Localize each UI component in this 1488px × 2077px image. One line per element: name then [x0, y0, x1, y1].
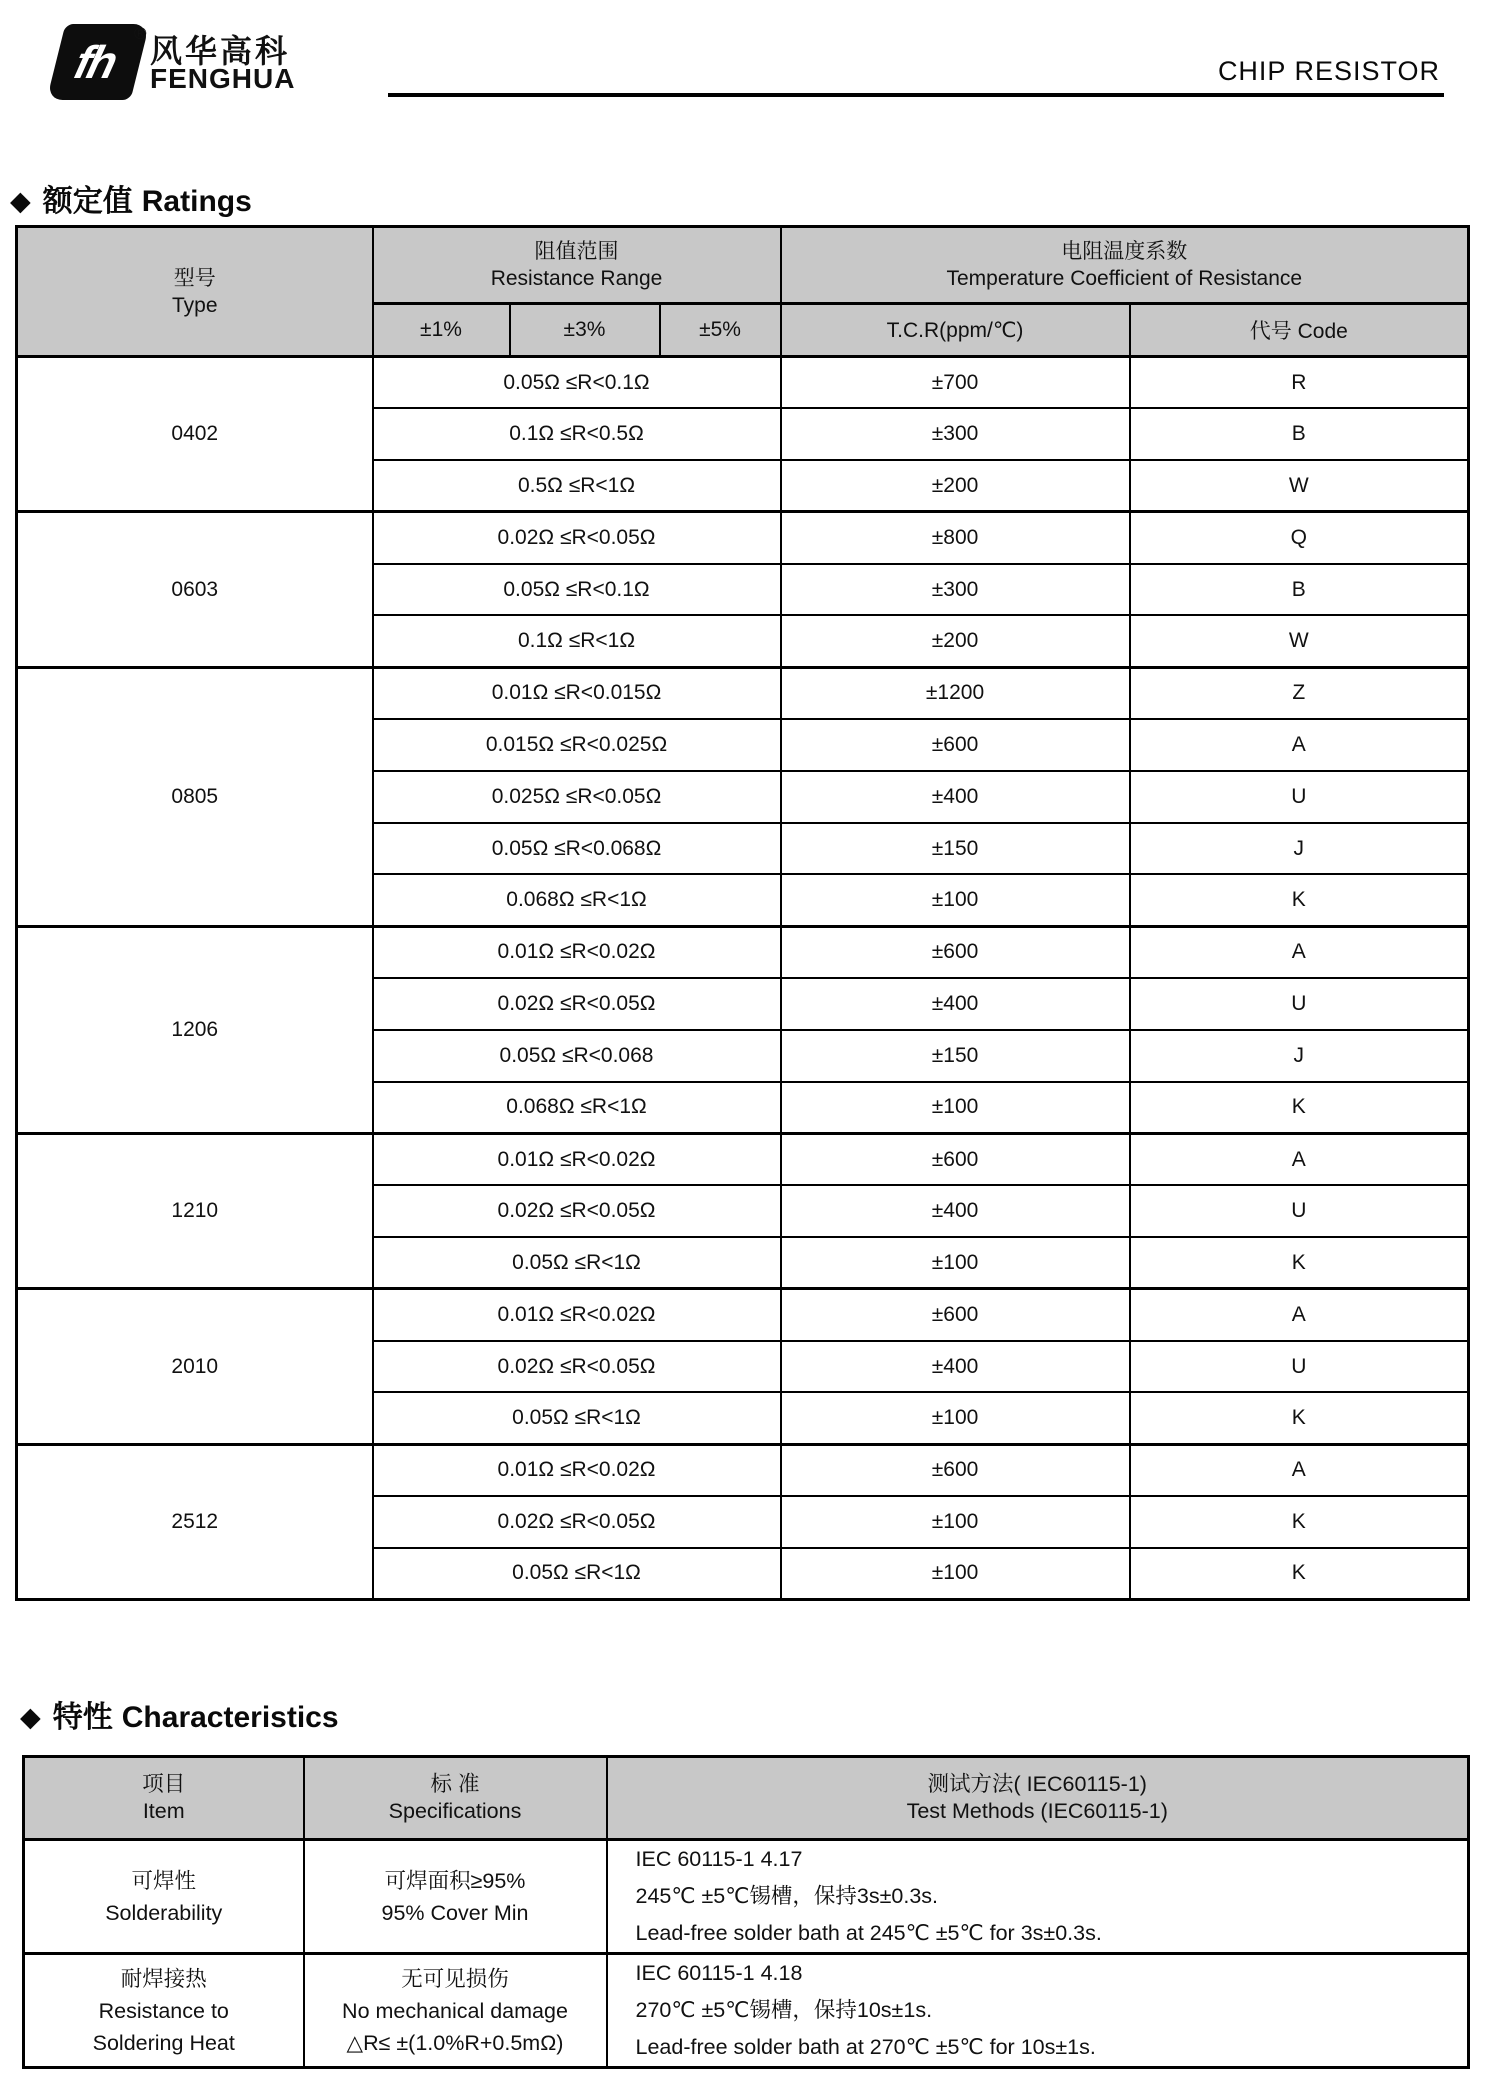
- ratings-row: [17, 1133, 1469, 1185]
- code-cell: J: [1130, 823, 1469, 875]
- item-line: Resistance to: [98, 1998, 229, 2023]
- col-header-method-cn: 测试方法( IEC60115-1): [927, 1772, 1147, 1796]
- tcr-value-cell: ±150: [781, 823, 1130, 875]
- test-method-cell: [607, 1954, 1469, 2068]
- tcr-value-cell: ±600: [781, 926, 1130, 978]
- ratings-heading-en: Ratings: [141, 185, 252, 218]
- ratings-heading-cn: 额定值: [42, 185, 133, 218]
- logo-monogram: fh: [69, 36, 121, 88]
- method-line: IEC 60115-1 4.18: [635, 1961, 803, 1985]
- tcr-value-cell: ±700: [781, 357, 1130, 409]
- resistance-range-cell: 0.015Ω ≤R<0.025Ω: [373, 719, 781, 771]
- tcr-value-cell: ±100: [781, 1082, 1130, 1134]
- resistance-range-cell: 0.02Ω ≤R<0.05Ω: [373, 978, 781, 1030]
- code-cell: K: [1130, 1548, 1469, 1600]
- col-header-tcr-cn: 电阻温度系数: [1061, 240, 1188, 263]
- ratings-row: [17, 926, 1469, 978]
- type-cell: 1206: [17, 926, 373, 1133]
- ratings-table: [15, 225, 1470, 1601]
- tcr-value-cell: ±400: [781, 771, 1130, 823]
- characteristics-section-heading: [20, 1692, 339, 1736]
- col-header-resistance-en: Resistance Range: [490, 267, 663, 290]
- tcr-value-cell: ±600: [781, 1133, 1130, 1185]
- header-divider: [388, 93, 1444, 97]
- code-cell: K: [1130, 1392, 1469, 1444]
- tcr-value-cell: ±200: [781, 460, 1130, 512]
- resistance-range-cell: 0.1Ω ≤R<1Ω: [373, 615, 781, 667]
- code-cell: B: [1130, 564, 1469, 616]
- tcr-value-cell: ±400: [781, 978, 1130, 1030]
- code-cell: J: [1130, 1030, 1469, 1082]
- col-header-item-en: Item: [142, 1799, 185, 1823]
- resistance-range-cell: 0.05Ω ≤R<1Ω: [373, 1237, 781, 1289]
- tcr-value-cell: ±100: [781, 1237, 1130, 1289]
- ratings-row: [17, 357, 1469, 409]
- col-header-specifications: [304, 1757, 607, 1840]
- tcr-value-cell: ±400: [781, 1185, 1130, 1237]
- code-cell: U: [1130, 1185, 1469, 1237]
- tcr-value-cell: ±600: [781, 719, 1130, 771]
- type-cell: 0402: [17, 357, 373, 512]
- spec-line: △R≤ ±(1.0%R+0.5mΩ): [346, 2030, 564, 2055]
- tcr-value-cell: ±800: [781, 512, 1130, 564]
- code-cell: R: [1130, 357, 1469, 409]
- resistance-range-cell: 0.05Ω ≤R<0.068Ω: [373, 823, 781, 875]
- resistance-range-cell: 0.05Ω ≤R<0.1Ω: [373, 564, 781, 616]
- tcr-value-cell: ±400: [781, 1341, 1130, 1393]
- col-header-resistance-range: [373, 227, 781, 304]
- method-line: 245℃ ±5℃锡槽，保持3s±0.3s.: [635, 1884, 939, 1908]
- code-cell: K: [1130, 1082, 1469, 1134]
- method-line: IEC 60115-1 4.17: [635, 1847, 803, 1871]
- item-line: 耐焊接热: [120, 1966, 207, 1991]
- test-method-cell: [607, 1840, 1469, 1954]
- code-cell: A: [1130, 1289, 1469, 1341]
- characteristics-heading-cn: 特性: [52, 1701, 113, 1734]
- ratings-header-row-1: [17, 227, 1469, 304]
- tcr-value-cell: ±100: [781, 874, 1130, 926]
- resistance-range-cell: 0.068Ω ≤R<1Ω: [373, 874, 781, 926]
- col-header-item: [24, 1757, 304, 1840]
- resistance-range-cell: 0.1Ω ≤R<0.5Ω: [373, 408, 781, 460]
- diamond-icon: ◆: [10, 186, 31, 216]
- resistance-range-cell: 0.01Ω ≤R<0.02Ω: [373, 1444, 781, 1496]
- ratings-row: [17, 667, 1469, 719]
- tcr-value-cell: ±600: [781, 1444, 1130, 1496]
- method-line: Lead-free solder bath at 245℃ ±5℃ for 3s±0.3s.: [635, 1921, 1102, 1945]
- resistance-range-cell: 0.068Ω ≤R<1Ω: [373, 1082, 781, 1134]
- col-header-tcr: [781, 227, 1469, 304]
- resistance-range-cell: 0.5Ω ≤R<1Ω: [373, 460, 781, 512]
- resistance-range-cell: 0.02Ω ≤R<0.05Ω: [373, 1341, 781, 1393]
- code-cell: K: [1130, 1237, 1469, 1289]
- tcr-value-cell: ±100: [781, 1548, 1130, 1600]
- specification-cell: [304, 1954, 607, 2068]
- code-cell: B: [1130, 408, 1469, 460]
- tcr-value-cell: ±300: [781, 408, 1130, 460]
- tcr-value-cell: ±200: [781, 615, 1130, 667]
- brand-name-cn: 风华高科: [150, 33, 291, 69]
- resistance-range-cell: 0.05Ω ≤R<0.1Ω: [373, 357, 781, 409]
- type-cell: 2010: [17, 1289, 373, 1444]
- specification-cell: [304, 1840, 607, 1954]
- tcr-value-cell: ±1200: [781, 667, 1130, 719]
- spec-line: 无可见损伤: [401, 1966, 509, 1991]
- code-cell: U: [1130, 1341, 1469, 1393]
- characteristics-heading-en: Characteristics: [121, 1701, 339, 1734]
- col-header-tol-5pct: ±5%: [660, 304, 781, 357]
- type-cell: 2512: [17, 1444, 373, 1599]
- resistance-range-cell: 0.01Ω ≤R<0.02Ω: [373, 1289, 781, 1341]
- resistance-range-cell: 0.01Ω ≤R<0.02Ω: [373, 1133, 781, 1185]
- code-cell: Q: [1130, 512, 1469, 564]
- tcr-value-cell: ±100: [781, 1392, 1130, 1444]
- code-cell: U: [1130, 978, 1469, 1030]
- code-cell: Z: [1130, 667, 1469, 719]
- col-header-code: 代号 Code: [1130, 304, 1469, 357]
- method-line: Lead-free solder bath at 270℃ ±5℃ for 10s±1s.: [635, 2035, 1096, 2059]
- item-line: 可焊性: [131, 1868, 196, 1893]
- registered-trademark-icon: ®: [134, 24, 147, 43]
- brand-name-en: FENGHUA: [150, 63, 296, 94]
- code-cell: U: [1130, 771, 1469, 823]
- spec-line: No mechanical damage: [342, 1998, 568, 2023]
- diamond-icon: ◆: [20, 1702, 41, 1732]
- ratings-section-heading: [10, 176, 252, 220]
- col-header-tol-3pct: ±3%: [510, 304, 660, 357]
- col-header-type-cn: 型号: [173, 266, 216, 290]
- characteristics-row: [24, 1840, 1469, 1954]
- ratings-row: [17, 1289, 1469, 1341]
- resistance-range-cell: 0.02Ω ≤R<0.05Ω: [373, 1496, 781, 1548]
- method-line: 270℃ ±5℃锡槽，保持10s±1s.: [635, 1998, 933, 2022]
- code-cell: A: [1130, 1444, 1469, 1496]
- code-cell: K: [1130, 874, 1469, 926]
- col-header-resistance-cn: 阻值范围: [534, 240, 619, 263]
- item-line: Soldering Heat: [92, 2030, 235, 2055]
- resistance-range-cell: 0.025Ω ≤R<0.05Ω: [373, 771, 781, 823]
- spec-line: 95% Cover Min: [381, 1900, 529, 1925]
- col-header-item-cn: 项目: [142, 1772, 186, 1796]
- col-header-type: [17, 227, 373, 357]
- ratings-row: [17, 1444, 1469, 1496]
- col-header-tcr-unit: T.C.R(ppm/℃): [781, 304, 1130, 357]
- col-header-method-en: Test Methods (IEC60115-1): [906, 1799, 1168, 1823]
- col-header-tol-1pct: ±1%: [373, 304, 510, 357]
- type-cell: 1210: [17, 1133, 373, 1288]
- ratings-row: [17, 512, 1469, 564]
- characteristics-table: [22, 1755, 1470, 2069]
- item-cell: [24, 1840, 304, 1954]
- tcr-value-cell: ±300: [781, 564, 1130, 616]
- resistance-range-cell: 0.01Ω ≤R<0.02Ω: [373, 926, 781, 978]
- col-header-spec-cn: 标 准: [430, 1772, 480, 1796]
- col-header-type-en: Type: [171, 293, 218, 317]
- code-cell: W: [1130, 615, 1469, 667]
- type-cell: 0805: [17, 667, 373, 926]
- code-cell: A: [1130, 1133, 1469, 1185]
- tcr-value-cell: ±600: [781, 1289, 1130, 1341]
- tcr-value-cell: ±100: [781, 1496, 1130, 1548]
- characteristics-row: [24, 1954, 1469, 2068]
- code-cell: K: [1130, 1496, 1469, 1548]
- resistance-range-cell: 0.02Ω ≤R<0.05Ω: [373, 1185, 781, 1237]
- page-title: CHIP RESISTOR: [1217, 56, 1440, 86]
- tcr-value-cell: ±150: [781, 1030, 1130, 1082]
- code-cell: W: [1130, 460, 1469, 512]
- resistance-range-cell: 0.05Ω ≤R<1Ω: [373, 1548, 781, 1600]
- col-header-tcr-en: Temperature Coefficient of Resistance: [946, 267, 1303, 290]
- resistance-range-cell: 0.05Ω ≤R<1Ω: [373, 1392, 781, 1444]
- item-cell: [24, 1954, 304, 2068]
- characteristics-header-row: [24, 1757, 1469, 1840]
- col-header-spec-en: Specifications: [388, 1799, 522, 1823]
- resistance-range-cell: 0.02Ω ≤R<0.05Ω: [373, 512, 781, 564]
- resistance-range-cell: 0.01Ω ≤R<0.015Ω: [373, 667, 781, 719]
- item-line: Solderability: [105, 1900, 223, 1925]
- col-header-test-methods: [607, 1757, 1469, 1840]
- spec-line: 可焊面积≥95%: [384, 1868, 526, 1893]
- code-cell: A: [1130, 926, 1469, 978]
- code-cell: A: [1130, 719, 1469, 771]
- resistance-range-cell: 0.05Ω ≤R<0.068: [373, 1030, 781, 1082]
- type-cell: 0603: [17, 512, 373, 667]
